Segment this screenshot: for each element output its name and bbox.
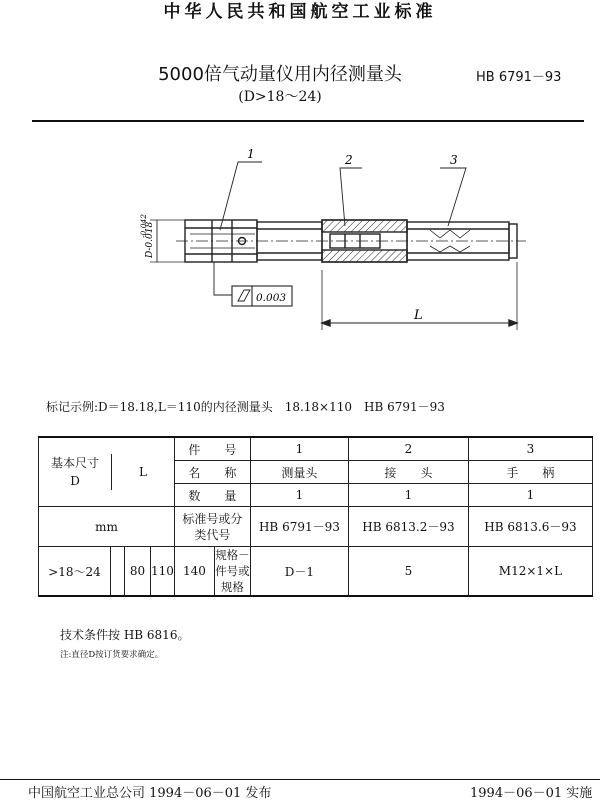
row-label-name: 名 称 bbox=[174, 461, 250, 484]
spec-1: D－1 bbox=[250, 547, 348, 597]
qty-2: 1 bbox=[348, 484, 468, 507]
part-no-1: 1 bbox=[250, 437, 348, 461]
size-range: >18～24 bbox=[39, 547, 111, 597]
document-title: 5000倍气动量仪用内径测量头 bbox=[158, 64, 402, 85]
callout-2: 2 bbox=[345, 153, 353, 167]
standard-header: 中华人民共和国航空工业标准 bbox=[163, 2, 437, 22]
standard-code: HB 6791－93 bbox=[476, 70, 562, 85]
name-1: 测量头 bbox=[250, 461, 348, 484]
unit-mm: mm bbox=[39, 507, 175, 547]
flatness-value: 0.003 bbox=[256, 292, 287, 304]
l-value-110: 110 bbox=[151, 547, 175, 597]
document-subtitle: (D>18～24) bbox=[238, 89, 322, 105]
qty-1: 1 bbox=[250, 484, 348, 507]
spec-3: M12×1×L bbox=[468, 547, 592, 597]
marking-example: 标记示例:D＝18.18,L＝110的内径测量头 18.18×110 HB 6791－93 bbox=[46, 400, 445, 414]
row-label-qty: 数 量 bbox=[174, 484, 250, 507]
l-value-80: 80 bbox=[125, 547, 151, 597]
l-value-140: 140 bbox=[174, 547, 214, 597]
footnote: 注:直径D按订货要求确定。 bbox=[60, 650, 164, 660]
standard-3: HB 6813.6－93 bbox=[468, 507, 592, 547]
basic-size-label: 基本尺寸 bbox=[50, 456, 99, 470]
standard-1: HB 6791－93 bbox=[250, 507, 348, 547]
footer-rule bbox=[0, 779, 600, 780]
name-2: 接 头 bbox=[348, 461, 468, 484]
basic-size-d: D bbox=[70, 474, 80, 488]
callout-3: 3 bbox=[450, 153, 458, 167]
spec-2: 5 bbox=[348, 547, 468, 597]
parts-table bbox=[38, 436, 593, 597]
row-label-part-no: 件 号 bbox=[174, 437, 250, 461]
diameter-dimension: D-0.018 bbox=[145, 221, 155, 258]
length-label: L bbox=[414, 308, 423, 323]
row-label-standard: 标准号或分类代号 bbox=[174, 507, 250, 547]
diameter-tolerance: -0.042 bbox=[139, 213, 148, 238]
standard-2: HB 6813.2－93 bbox=[348, 507, 468, 547]
callout-1: 1 bbox=[247, 147, 255, 161]
part-no-2: 2 bbox=[348, 437, 468, 461]
row-label-spec: 规格－件号或规格 bbox=[215, 548, 250, 594]
implementation-date: 1994－06－01 实施 bbox=[470, 786, 593, 801]
name-3: 手 柄 bbox=[468, 461, 592, 484]
part-no-3: 3 bbox=[468, 437, 592, 461]
publisher-date: 中国航空工业总公司 1994－06－01 发布 bbox=[28, 786, 272, 801]
l-header: L bbox=[111, 454, 174, 490]
qty-3: 1 bbox=[468, 484, 592, 507]
technical-drawing bbox=[0, 130, 600, 345]
header-rule bbox=[32, 120, 584, 122]
technical-conditions: 技术条件按 HB 6816。 bbox=[60, 628, 190, 642]
